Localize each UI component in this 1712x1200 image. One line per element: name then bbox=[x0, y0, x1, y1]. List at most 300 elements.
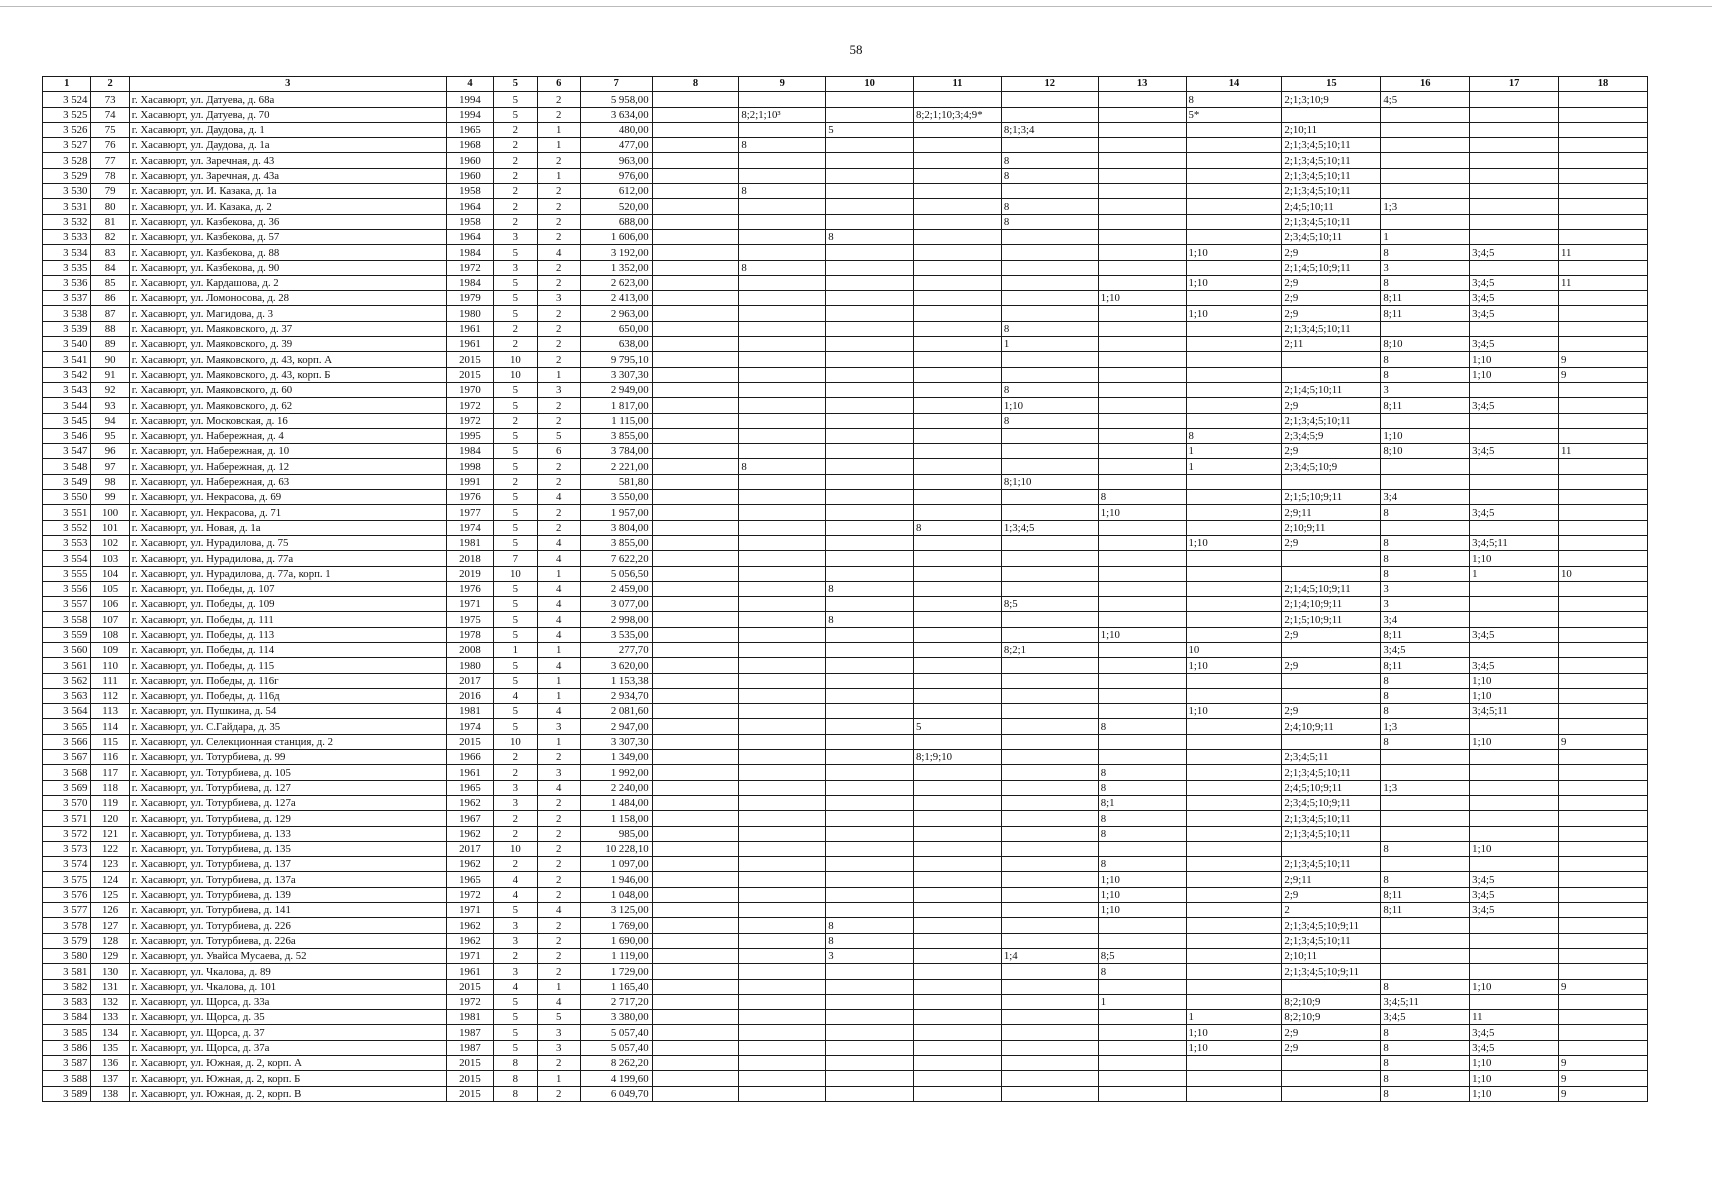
table-cell: г. Хасавюрт, ул. Нурадилова, д. 75 bbox=[129, 535, 446, 550]
table-cell bbox=[1381, 795, 1470, 810]
table-cell: 3 583 bbox=[43, 994, 91, 1009]
table-cell bbox=[914, 581, 1002, 596]
table-cell: 8 bbox=[1381, 535, 1470, 550]
table-cell: 5 bbox=[494, 719, 537, 734]
table-cell bbox=[1470, 153, 1559, 168]
table-cell bbox=[914, 642, 1002, 657]
table-row bbox=[43, 903, 1648, 918]
table-row bbox=[43, 994, 1648, 1009]
table-cell bbox=[826, 964, 914, 979]
table-cell: 8 bbox=[1381, 551, 1470, 566]
table-row bbox=[43, 597, 1648, 612]
table-cell bbox=[1470, 184, 1559, 199]
table-cell bbox=[1559, 428, 1648, 443]
table-cell bbox=[826, 107, 914, 122]
table-cell: г. Хасавюрт, ул. Чкалова, д. 89 bbox=[129, 964, 446, 979]
table-cell: 129 bbox=[91, 948, 129, 963]
table-cell bbox=[1559, 1025, 1648, 1040]
table-cell bbox=[1098, 214, 1186, 229]
table-cell: 2;1;3;4;5;10;11 bbox=[1282, 811, 1381, 826]
table-cell: 104 bbox=[91, 566, 129, 581]
table-cell: 127 bbox=[91, 918, 129, 933]
table-cell: 3 582 bbox=[43, 979, 91, 994]
table-cell bbox=[1186, 398, 1282, 413]
table-cell bbox=[1381, 413, 1470, 428]
table-cell: 8 bbox=[1098, 857, 1186, 872]
table-cell bbox=[826, 673, 914, 688]
table-cell: 8 bbox=[1098, 765, 1186, 780]
table-cell: 3 556 bbox=[43, 581, 91, 596]
table-cell bbox=[1381, 184, 1470, 199]
table-cell: 2 bbox=[537, 413, 580, 428]
table-cell bbox=[1098, 535, 1186, 550]
table-cell: 1962 bbox=[446, 933, 493, 948]
table-cell bbox=[914, 734, 1002, 749]
table-cell: 130 bbox=[91, 964, 129, 979]
table-cell bbox=[739, 352, 826, 367]
table-cell: 10 bbox=[494, 352, 537, 367]
table-cell bbox=[1001, 1010, 1098, 1025]
table-cell: 1 bbox=[537, 367, 580, 382]
table-cell bbox=[1470, 214, 1559, 229]
table-cell bbox=[914, 1040, 1002, 1055]
table-cell: 5 bbox=[494, 245, 537, 260]
table-cell bbox=[1282, 642, 1381, 657]
table-cell bbox=[914, 92, 1002, 107]
table-cell bbox=[652, 382, 739, 397]
table-cell: 520,00 bbox=[580, 199, 652, 214]
table-cell: г. Хасавюрт, ул. Щорса, д. 33а bbox=[129, 994, 446, 1009]
table-cell: 6 049,70 bbox=[580, 1086, 652, 1101]
table-cell: 8 bbox=[826, 581, 914, 596]
table-row bbox=[43, 199, 1648, 214]
table-cell: 3 574 bbox=[43, 857, 91, 872]
table-cell: 985,00 bbox=[580, 826, 652, 841]
table-cell: г. Хасавюрт, ул. Маяковского, д. 39 bbox=[129, 337, 446, 352]
table-cell bbox=[914, 490, 1002, 505]
table-cell: 136 bbox=[91, 1056, 129, 1071]
table-cell: 2;4;5;10;9;11 bbox=[1282, 780, 1381, 795]
table-cell bbox=[1098, 122, 1186, 137]
table-cell: 8 bbox=[1001, 413, 1098, 428]
table-cell: 1972 bbox=[446, 260, 493, 275]
table-cell bbox=[1470, 229, 1559, 244]
table-cell bbox=[826, 688, 914, 703]
table-cell bbox=[1001, 887, 1098, 902]
table-cell: 1971 bbox=[446, 597, 493, 612]
table-row bbox=[43, 444, 1648, 459]
table-cell: 2 717,20 bbox=[580, 994, 652, 1009]
table-row bbox=[43, 398, 1648, 413]
table-cell: 2;1;3;4;5;10;11 bbox=[1282, 765, 1381, 780]
table-cell bbox=[1001, 918, 1098, 933]
table-cell bbox=[652, 245, 739, 260]
table-cell bbox=[826, 337, 914, 352]
table-cell: 3 531 bbox=[43, 199, 91, 214]
table-cell: 8 bbox=[1098, 811, 1186, 826]
table-cell bbox=[1470, 933, 1559, 948]
table-cell bbox=[1559, 581, 1648, 596]
table-cell bbox=[1098, 382, 1186, 397]
table-cell bbox=[739, 444, 826, 459]
table-cell bbox=[1001, 1025, 1098, 1040]
table-cell: г. Хасавюрт, ул. Некрасова, д. 71 bbox=[129, 505, 446, 520]
table-cell bbox=[914, 138, 1002, 153]
table-cell bbox=[1559, 398, 1648, 413]
table-cell bbox=[652, 474, 739, 489]
table-cell bbox=[914, 199, 1002, 214]
table-cell: 2008 bbox=[446, 642, 493, 657]
table-cell: 2 bbox=[494, 765, 537, 780]
table-row bbox=[43, 811, 1648, 826]
table-cell: 2 413,00 bbox=[580, 291, 652, 306]
table-cell: 1971 bbox=[446, 948, 493, 963]
table-cell: 8 bbox=[1381, 1040, 1470, 1055]
table-cell bbox=[1001, 780, 1098, 795]
table-cell bbox=[914, 321, 1002, 336]
table-cell: 114 bbox=[91, 719, 129, 734]
table-cell bbox=[739, 872, 826, 887]
table-cell: 1964 bbox=[446, 229, 493, 244]
column-header: 17 bbox=[1470, 77, 1559, 92]
table-cell: 3;4;5;11 bbox=[1470, 704, 1559, 719]
table-cell: 3 576 bbox=[43, 887, 91, 902]
table-cell: 3 bbox=[494, 933, 537, 948]
table-cell: 2 bbox=[494, 413, 537, 428]
table-cell bbox=[826, 826, 914, 841]
table-cell bbox=[1282, 673, 1381, 688]
table-cell bbox=[1559, 291, 1648, 306]
table-cell: 8;11 bbox=[1381, 306, 1470, 321]
table-cell bbox=[1381, 811, 1470, 826]
table-cell: г. Хасавюрт, ул. Щорса, д. 35 bbox=[129, 1010, 446, 1025]
table-cell: 3 537 bbox=[43, 291, 91, 306]
table-cell bbox=[1001, 1071, 1098, 1086]
table-cell: 1976 bbox=[446, 490, 493, 505]
table-cell: 1 bbox=[537, 168, 580, 183]
table-cell: 5 bbox=[494, 505, 537, 520]
table-cell: 2;9 bbox=[1282, 245, 1381, 260]
table-cell bbox=[914, 612, 1002, 627]
table-cell: 5 bbox=[494, 382, 537, 397]
table-cell: 8 bbox=[1381, 352, 1470, 367]
table-cell bbox=[1001, 857, 1098, 872]
table-cell bbox=[914, 535, 1002, 550]
table-cell: 2015 bbox=[446, 979, 493, 994]
table-cell: 102 bbox=[91, 535, 129, 550]
table-cell: 8 bbox=[1381, 245, 1470, 260]
table-cell bbox=[1186, 719, 1282, 734]
table-cell: г. Хасавюрт, ул. Увайса Мусаева, д. 52 bbox=[129, 948, 446, 963]
table-cell bbox=[1098, 1025, 1186, 1040]
table-cell bbox=[739, 168, 826, 183]
table-cell: 4 bbox=[537, 903, 580, 918]
table-cell: 3 532 bbox=[43, 214, 91, 229]
table-cell bbox=[1001, 138, 1098, 153]
table-cell bbox=[826, 184, 914, 199]
table-cell bbox=[914, 566, 1002, 581]
table-cell: 1 352,00 bbox=[580, 260, 652, 275]
table-cell: 1 957,00 bbox=[580, 505, 652, 520]
table-cell bbox=[1001, 872, 1098, 887]
table-cell: 10 bbox=[494, 841, 537, 856]
table-cell bbox=[739, 1040, 826, 1055]
table-cell: 2015 bbox=[446, 1071, 493, 1086]
table-cell: 1 bbox=[537, 138, 580, 153]
table-cell bbox=[1186, 321, 1282, 336]
table-cell: 1961 bbox=[446, 337, 493, 352]
table-cell: 105 bbox=[91, 581, 129, 596]
table-cell bbox=[1001, 627, 1098, 642]
table-cell bbox=[826, 474, 914, 489]
table-cell: 4 bbox=[537, 627, 580, 642]
table-cell: г. Хасавюрт, ул. Московская, д. 16 bbox=[129, 413, 446, 428]
table-cell bbox=[739, 275, 826, 290]
table-cell bbox=[1098, 642, 1186, 657]
table-cell: 8 bbox=[1381, 566, 1470, 581]
table-cell: 8;2;10;9 bbox=[1282, 1010, 1381, 1025]
table-cell bbox=[826, 382, 914, 397]
column-header: 12 bbox=[1001, 77, 1098, 92]
table-cell: 1 606,00 bbox=[580, 229, 652, 244]
table-cell bbox=[826, 199, 914, 214]
table-cell: 3 585 bbox=[43, 1025, 91, 1040]
table-cell: 106 bbox=[91, 597, 129, 612]
table-cell: 2;3;4;5;10;11 bbox=[1282, 229, 1381, 244]
table-cell bbox=[914, 229, 1002, 244]
table-cell bbox=[1001, 444, 1098, 459]
table-cell bbox=[1001, 184, 1098, 199]
table-cell bbox=[1559, 122, 1648, 137]
table-cell bbox=[739, 551, 826, 566]
table-cell: 5 bbox=[494, 444, 537, 459]
table-cell: 3 550 bbox=[43, 490, 91, 505]
table-row bbox=[43, 275, 1648, 290]
table-cell: 2;1;4;5;10;9;11 bbox=[1282, 581, 1381, 596]
table-cell: 2;1;5;10;9;11 bbox=[1282, 612, 1381, 627]
table-cell bbox=[652, 214, 739, 229]
table-cell: 3 bbox=[1381, 260, 1470, 275]
table-row bbox=[43, 1056, 1648, 1071]
table-cell bbox=[739, 994, 826, 1009]
table-cell bbox=[1098, 734, 1186, 749]
table-cell: 3 584 bbox=[43, 1010, 91, 1025]
table-cell bbox=[1559, 994, 1648, 1009]
table-cell bbox=[1098, 306, 1186, 321]
table-cell: 3 544 bbox=[43, 398, 91, 413]
table-cell bbox=[652, 887, 739, 902]
table-cell: 3 bbox=[494, 780, 537, 795]
table-cell bbox=[1098, 750, 1186, 765]
table-row bbox=[43, 153, 1648, 168]
table-cell bbox=[652, 398, 739, 413]
table-cell bbox=[1098, 520, 1186, 535]
table-cell bbox=[826, 734, 914, 749]
table-cell: 124 bbox=[91, 872, 129, 887]
table-cell: 5* bbox=[1186, 107, 1282, 122]
table-cell bbox=[1559, 627, 1648, 642]
table-cell bbox=[914, 352, 1002, 367]
table-cell: 2015 bbox=[446, 1086, 493, 1101]
table-cell bbox=[1001, 811, 1098, 826]
table-cell: 2;9;11 bbox=[1282, 872, 1381, 887]
table-cell bbox=[1559, 413, 1648, 428]
table-cell: 116 bbox=[91, 750, 129, 765]
column-header: 13 bbox=[1098, 77, 1186, 92]
table-cell: 8;11 bbox=[1381, 658, 1470, 673]
table-cell: 2 bbox=[494, 811, 537, 826]
table-row bbox=[43, 734, 1648, 749]
table-cell: 2 bbox=[537, 933, 580, 948]
table-cell: 1994 bbox=[446, 92, 493, 107]
table-cell: 1 bbox=[537, 688, 580, 703]
table-cell: 1;3 bbox=[1381, 199, 1470, 214]
table-cell bbox=[652, 1025, 739, 1040]
table-cell: 4 bbox=[494, 887, 537, 902]
table-cell bbox=[914, 872, 1002, 887]
table-cell: 1 946,00 bbox=[580, 872, 652, 887]
table-cell: 4 bbox=[537, 704, 580, 719]
table-cell bbox=[1098, 367, 1186, 382]
table-cell bbox=[739, 520, 826, 535]
table-cell bbox=[1282, 551, 1381, 566]
table-row bbox=[43, 321, 1648, 336]
table-cell: 5 bbox=[494, 459, 537, 474]
table-cell: 2 bbox=[494, 750, 537, 765]
table-cell bbox=[652, 994, 739, 1009]
table-cell: 3 578 bbox=[43, 918, 91, 933]
table-cell: г. Хасавюрт, ул. Южная, д. 2, корп. А bbox=[129, 1056, 446, 1071]
table-cell bbox=[1559, 918, 1648, 933]
table-cell: г. Хасавюрт, ул. Победы, д. 116д bbox=[129, 688, 446, 703]
table-cell: 3 559 bbox=[43, 627, 91, 642]
table-cell: 4 bbox=[537, 581, 580, 596]
table-cell bbox=[739, 918, 826, 933]
table-cell bbox=[739, 153, 826, 168]
table-cell bbox=[1470, 520, 1559, 535]
table-cell bbox=[914, 704, 1002, 719]
table-cell: г. Хасавюрт, ул. Пушкина, д. 54 bbox=[129, 704, 446, 719]
table-cell: г. Хасавюрт, ул. Набережная, д. 10 bbox=[129, 444, 446, 459]
table-cell: 2;9 bbox=[1282, 306, 1381, 321]
table-cell: 3 562 bbox=[43, 673, 91, 688]
table-cell bbox=[652, 765, 739, 780]
table-cell bbox=[652, 306, 739, 321]
table-cell bbox=[1559, 306, 1648, 321]
table-cell: 8 bbox=[1001, 321, 1098, 336]
table-cell: 4 bbox=[494, 979, 537, 994]
table-cell: 74 bbox=[91, 107, 129, 122]
table-cell: 8 bbox=[1381, 841, 1470, 856]
page-number: 58 bbox=[849, 42, 863, 57]
table-cell bbox=[652, 658, 739, 673]
table-cell: 1 769,00 bbox=[580, 918, 652, 933]
table-cell: 8;1;3;4 bbox=[1001, 122, 1098, 137]
table-row bbox=[43, 505, 1648, 520]
table-cell: 1974 bbox=[446, 520, 493, 535]
table-cell bbox=[1381, 826, 1470, 841]
table-cell bbox=[1001, 352, 1098, 367]
table-cell: г. Хасавюрт, ул. И. Казака, д. 1а bbox=[129, 184, 446, 199]
table-cell: 1;3;4;5 bbox=[1001, 520, 1098, 535]
table-cell: г. Хасавюрт, ул. Ломоносова, д. 28 bbox=[129, 291, 446, 306]
table-cell: г. Хасавюрт, ул. Щорса, д. 37 bbox=[129, 1025, 446, 1040]
table-cell bbox=[1559, 229, 1648, 244]
table-row bbox=[43, 214, 1648, 229]
table-cell: 9 795,10 bbox=[580, 352, 652, 367]
table-cell: 3 bbox=[494, 964, 537, 979]
table-cell: 85 bbox=[91, 275, 129, 290]
table-cell: 94 bbox=[91, 413, 129, 428]
table-cell: 8 262,20 bbox=[580, 1056, 652, 1071]
table-cell: 1 097,00 bbox=[580, 857, 652, 872]
table-cell: 3 535 bbox=[43, 260, 91, 275]
table-cell bbox=[739, 597, 826, 612]
table-cell: 2 bbox=[537, 153, 580, 168]
table-cell: г. Хасавюрт, ул. С.Гайдара, д. 35 bbox=[129, 719, 446, 734]
table-cell bbox=[826, 1086, 914, 1101]
table-cell bbox=[1186, 903, 1282, 918]
table-cell bbox=[1186, 520, 1282, 535]
table-cell: г. Хасавюрт, ул. Победы, д. 113 bbox=[129, 627, 446, 642]
table-cell: 3 543 bbox=[43, 382, 91, 397]
table-cell: 1968 bbox=[446, 138, 493, 153]
housing-register-table bbox=[42, 76, 1648, 1102]
table-cell bbox=[652, 229, 739, 244]
table-cell: 1 bbox=[1470, 566, 1559, 581]
table-cell bbox=[826, 597, 914, 612]
table-cell: 2;1;3;4;5;10;11 bbox=[1282, 153, 1381, 168]
table-cell: 2 bbox=[537, 520, 580, 535]
table-cell bbox=[652, 551, 739, 566]
table-cell: 3 077,00 bbox=[580, 597, 652, 612]
table-cell: 2 221,00 bbox=[580, 459, 652, 474]
table-cell bbox=[1098, 551, 1186, 566]
table-cell bbox=[1470, 168, 1559, 183]
table-cell bbox=[1559, 948, 1648, 963]
table-cell: 2 bbox=[537, 275, 580, 290]
table-cell: 2 bbox=[537, 826, 580, 841]
table-cell bbox=[1186, 826, 1282, 841]
table-cell: 112 bbox=[91, 688, 129, 703]
table-cell bbox=[1001, 1056, 1098, 1071]
table-cell bbox=[914, 291, 1002, 306]
table-cell bbox=[652, 933, 739, 948]
table-cell bbox=[739, 306, 826, 321]
table-cell: 3 526 bbox=[43, 122, 91, 137]
table-cell: 5 bbox=[494, 627, 537, 642]
table-cell: 2;1;4;5;10;9;11 bbox=[1282, 260, 1381, 275]
table-cell bbox=[1470, 321, 1559, 336]
table-cell: 4 199,60 bbox=[580, 1071, 652, 1086]
table-cell: 3 bbox=[537, 291, 580, 306]
column-header: 6 bbox=[537, 77, 580, 92]
table-cell bbox=[826, 168, 914, 183]
table-row bbox=[43, 918, 1648, 933]
table-cell: 2;10;9;11 bbox=[1282, 520, 1381, 535]
table-cell bbox=[826, 138, 914, 153]
table-cell bbox=[914, 214, 1002, 229]
table-cell bbox=[1470, 597, 1559, 612]
table-cell bbox=[739, 428, 826, 443]
table-cell bbox=[826, 428, 914, 443]
table-row bbox=[43, 887, 1648, 902]
table-row bbox=[43, 107, 1648, 122]
table-cell bbox=[1559, 1040, 1648, 1055]
table-cell bbox=[1470, 948, 1559, 963]
table-cell: 2 bbox=[537, 321, 580, 336]
table-cell: г. Хасавюрт, ул. Победы, д. 115 bbox=[129, 658, 446, 673]
